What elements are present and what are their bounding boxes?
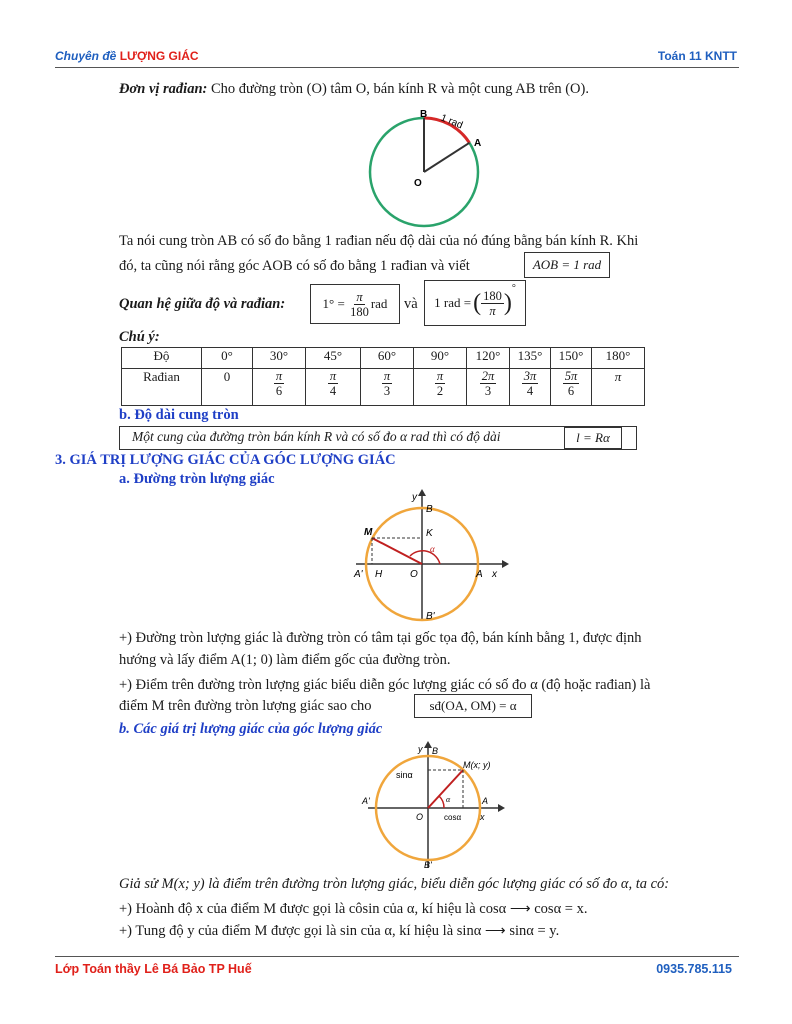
label-1rad: 1 rad bbox=[438, 112, 465, 132]
radian-figure bbox=[360, 104, 500, 232]
radian-para-line2: đó, ta cũng nói rằng góc AOB có số đo bằng 1 rađian và viết bbox=[119, 258, 470, 274]
p5: +) Tung độ y của điểm M được gọi là sin của α, kí hiệu là sinα ⟶ sinα = y. bbox=[119, 923, 560, 939]
deg-cell: 150° bbox=[551, 348, 592, 369]
y-axis-arrow-icon bbox=[418, 489, 426, 496]
angle-arc bbox=[410, 551, 440, 564]
arc-length-title: b. Độ dài cung tròn bbox=[119, 407, 239, 423]
sd-formula: sđ(OA, OM) = α bbox=[429, 698, 517, 713]
relation-label: Quan hệ giữa độ và rađian: bbox=[119, 296, 286, 312]
f2-left: 1 rad = bbox=[434, 295, 472, 310]
radius-oa bbox=[424, 143, 469, 172]
rad-cell bbox=[414, 369, 467, 406]
note-label: Chú ý: bbox=[119, 329, 160, 345]
rad-cell bbox=[253, 369, 306, 406]
label-a-prime: A' bbox=[354, 569, 363, 580]
label-h: H bbox=[375, 569, 383, 580]
rad-cell bbox=[467, 369, 510, 406]
sd-formula-box bbox=[414, 694, 532, 718]
rad-den: 2 bbox=[436, 384, 444, 398]
rad-num: 0 bbox=[223, 369, 231, 384]
arc-length-box bbox=[119, 426, 637, 450]
label-b: B bbox=[420, 109, 428, 120]
deg-cell: 30° bbox=[253, 348, 306, 369]
radian-def-label: Đơn vị rađian: bbox=[119, 81, 208, 97]
section3-sub-b: b. Các giá trị lượng giác của góc lượng giác bbox=[119, 721, 383, 737]
rad-cell bbox=[510, 369, 551, 406]
header-title bbox=[55, 49, 199, 63]
rad-den: 6 bbox=[567, 384, 575, 398]
f2-num: 180 bbox=[483, 288, 502, 303]
label-o-3: O bbox=[416, 812, 424, 822]
f1-unit: rad bbox=[370, 296, 388, 311]
label-o: O bbox=[414, 178, 422, 189]
radius-om bbox=[372, 538, 422, 564]
footer-right: 0935.785.115 bbox=[656, 962, 732, 976]
section3-sub-a: a. Đường tròn lượng giác bbox=[119, 471, 275, 487]
f1-left: 1° = bbox=[322, 296, 345, 311]
label-sin: sinα bbox=[396, 770, 413, 780]
x-axis-arrow-icon bbox=[502, 560, 509, 568]
arc-length-formula: l = Rα bbox=[564, 427, 622, 449]
rad-den: 4 bbox=[526, 384, 534, 398]
angle-arc-2 bbox=[439, 796, 444, 808]
rad-den: 6 bbox=[275, 384, 283, 398]
rad-num: π bbox=[383, 369, 391, 383]
radian-def-line bbox=[119, 79, 589, 99]
rad-cell bbox=[551, 369, 592, 406]
footer-left: Lớp Toán thầy Lê Bá Bảo TP Huế bbox=[55, 962, 252, 976]
radian-def-text: Cho đường tròn (O) tâm O, bán kính R và một cung AB trên (O). bbox=[210, 81, 589, 97]
label-b-prime: B' bbox=[426, 611, 435, 622]
rad-num: 2π bbox=[481, 369, 495, 383]
rad-to-degree-box: 1 rad = ( $\frac{180}{\pi}$ ) ° bbox=[424, 280, 526, 326]
header-right: Toán 11 KNTT bbox=[657, 49, 737, 63]
table-row bbox=[122, 348, 645, 369]
f1-fraction bbox=[348, 290, 371, 319]
label-alpha: α bbox=[430, 544, 435, 554]
deg-cell: 135° bbox=[510, 348, 551, 369]
rad-cell bbox=[306, 369, 361, 406]
deg-cell: 45° bbox=[306, 348, 361, 369]
p4: +) Hoành độ x của điểm M được gọi là côsin của α, kí hiệu là cosα ⟶ cosα = x. bbox=[119, 901, 588, 917]
rad-cell bbox=[202, 369, 253, 406]
deg-cell: 60° bbox=[361, 348, 414, 369]
unit-circle-figure bbox=[350, 488, 510, 622]
relation-conj: và bbox=[404, 296, 418, 312]
y-axis-arrow-icon bbox=[424, 741, 432, 748]
label-k: K bbox=[426, 528, 433, 539]
trig-values-figure bbox=[360, 740, 510, 872]
rad-num: 3π bbox=[523, 369, 537, 383]
label-a-2: A bbox=[476, 569, 483, 580]
rad-cell bbox=[592, 369, 645, 406]
label-y-2: y bbox=[418, 744, 423, 754]
rad-den: 3 bbox=[484, 384, 492, 398]
p2-line2: điểm M trên đường tròn lượng giác sao cho bbox=[119, 698, 372, 714]
radian-para-line1: Ta nói cung tròn AB có số đo bằng 1 rađian nếu độ dài của nó đúng bằng bán kính R. Khi bbox=[119, 233, 639, 249]
label-o-2: O bbox=[410, 569, 418, 580]
section3-title: 3. GIÁ TRỊ LƯỢNG GIÁC CỦA GÓC LƯỢNG GIÁC bbox=[55, 452, 396, 468]
table-row bbox=[122, 369, 645, 406]
label-b-top: B bbox=[426, 504, 433, 515]
rad-den: 3 bbox=[383, 384, 391, 398]
p3: Giả sử M(x; y) là điểm trên đường tròn lượng giác, biểu diễn góc lượng giác có số đo α, ta có: bbox=[119, 876, 670, 892]
arc-length-text: Một cung của đường tròn bán kính R và có số đo α rad thì có độ dài bbox=[132, 429, 501, 444]
rad-num: 5π bbox=[564, 369, 578, 383]
label-a: A bbox=[474, 138, 482, 149]
label-alpha-2: α bbox=[446, 795, 451, 804]
rad-cell bbox=[361, 369, 414, 406]
aob-formula: AOB = 1 rad bbox=[532, 257, 602, 272]
p1-line2: hướng và lấy điểm A(1; 0) làm điểm gốc của đường tròn. bbox=[119, 652, 451, 668]
label-y: y bbox=[412, 492, 417, 503]
f1-num: π bbox=[356, 289, 363, 304]
label-mxy: M(x; y) bbox=[463, 760, 491, 770]
header-topic: LƯỢNG GIÁC bbox=[119, 49, 199, 63]
row-head-degree: Độ bbox=[122, 348, 202, 369]
label-b-2: B bbox=[432, 746, 439, 756]
label-a-3: A bbox=[482, 796, 489, 806]
rad-num: π bbox=[275, 369, 283, 383]
rad-num: π bbox=[329, 369, 337, 383]
deg-cell: 90° bbox=[414, 348, 467, 369]
degree-to-rad-box bbox=[310, 284, 400, 324]
deg-cell: 180° bbox=[592, 348, 645, 369]
label-x: x bbox=[492, 569, 497, 580]
f1-den: 180 bbox=[350, 304, 369, 319]
rad-num: π bbox=[436, 369, 444, 383]
aob-formula-box bbox=[524, 252, 610, 278]
rad-num: π bbox=[614, 369, 622, 384]
label-m: M bbox=[364, 527, 373, 538]
x-axis-arrow-icon bbox=[498, 804, 505, 812]
f2-fraction bbox=[481, 289, 504, 318]
f2-den: π bbox=[489, 303, 496, 318]
deg-cell: 0° bbox=[202, 348, 253, 369]
p2-line1: +) Điểm trên đường tròn lượng giác biểu diễn góc lượng giác có số đo α (độ hoặc rađian) là bbox=[119, 677, 651, 693]
label-cos: cosα bbox=[444, 813, 462, 822]
header-divider bbox=[55, 67, 739, 68]
conversion-table bbox=[121, 347, 645, 406]
p1-line1: +) Đường tròn lượng giác là đường tròn có tâm tại gốc tọa độ, bán kính bằng 1, được định bbox=[119, 630, 642, 646]
footer-divider bbox=[55, 956, 739, 957]
row-head-radian: Rađian bbox=[122, 369, 202, 406]
rad-den: 4 bbox=[329, 384, 337, 398]
label-a-prime-2: A' bbox=[362, 796, 370, 806]
label-x-2: x bbox=[480, 812, 485, 822]
f2-deg: ° bbox=[511, 283, 516, 294]
label-b-prime-2: B' bbox=[424, 860, 432, 870]
deg-cell: 120° bbox=[467, 348, 510, 369]
header-prefix: Chuyên đề bbox=[55, 49, 117, 63]
